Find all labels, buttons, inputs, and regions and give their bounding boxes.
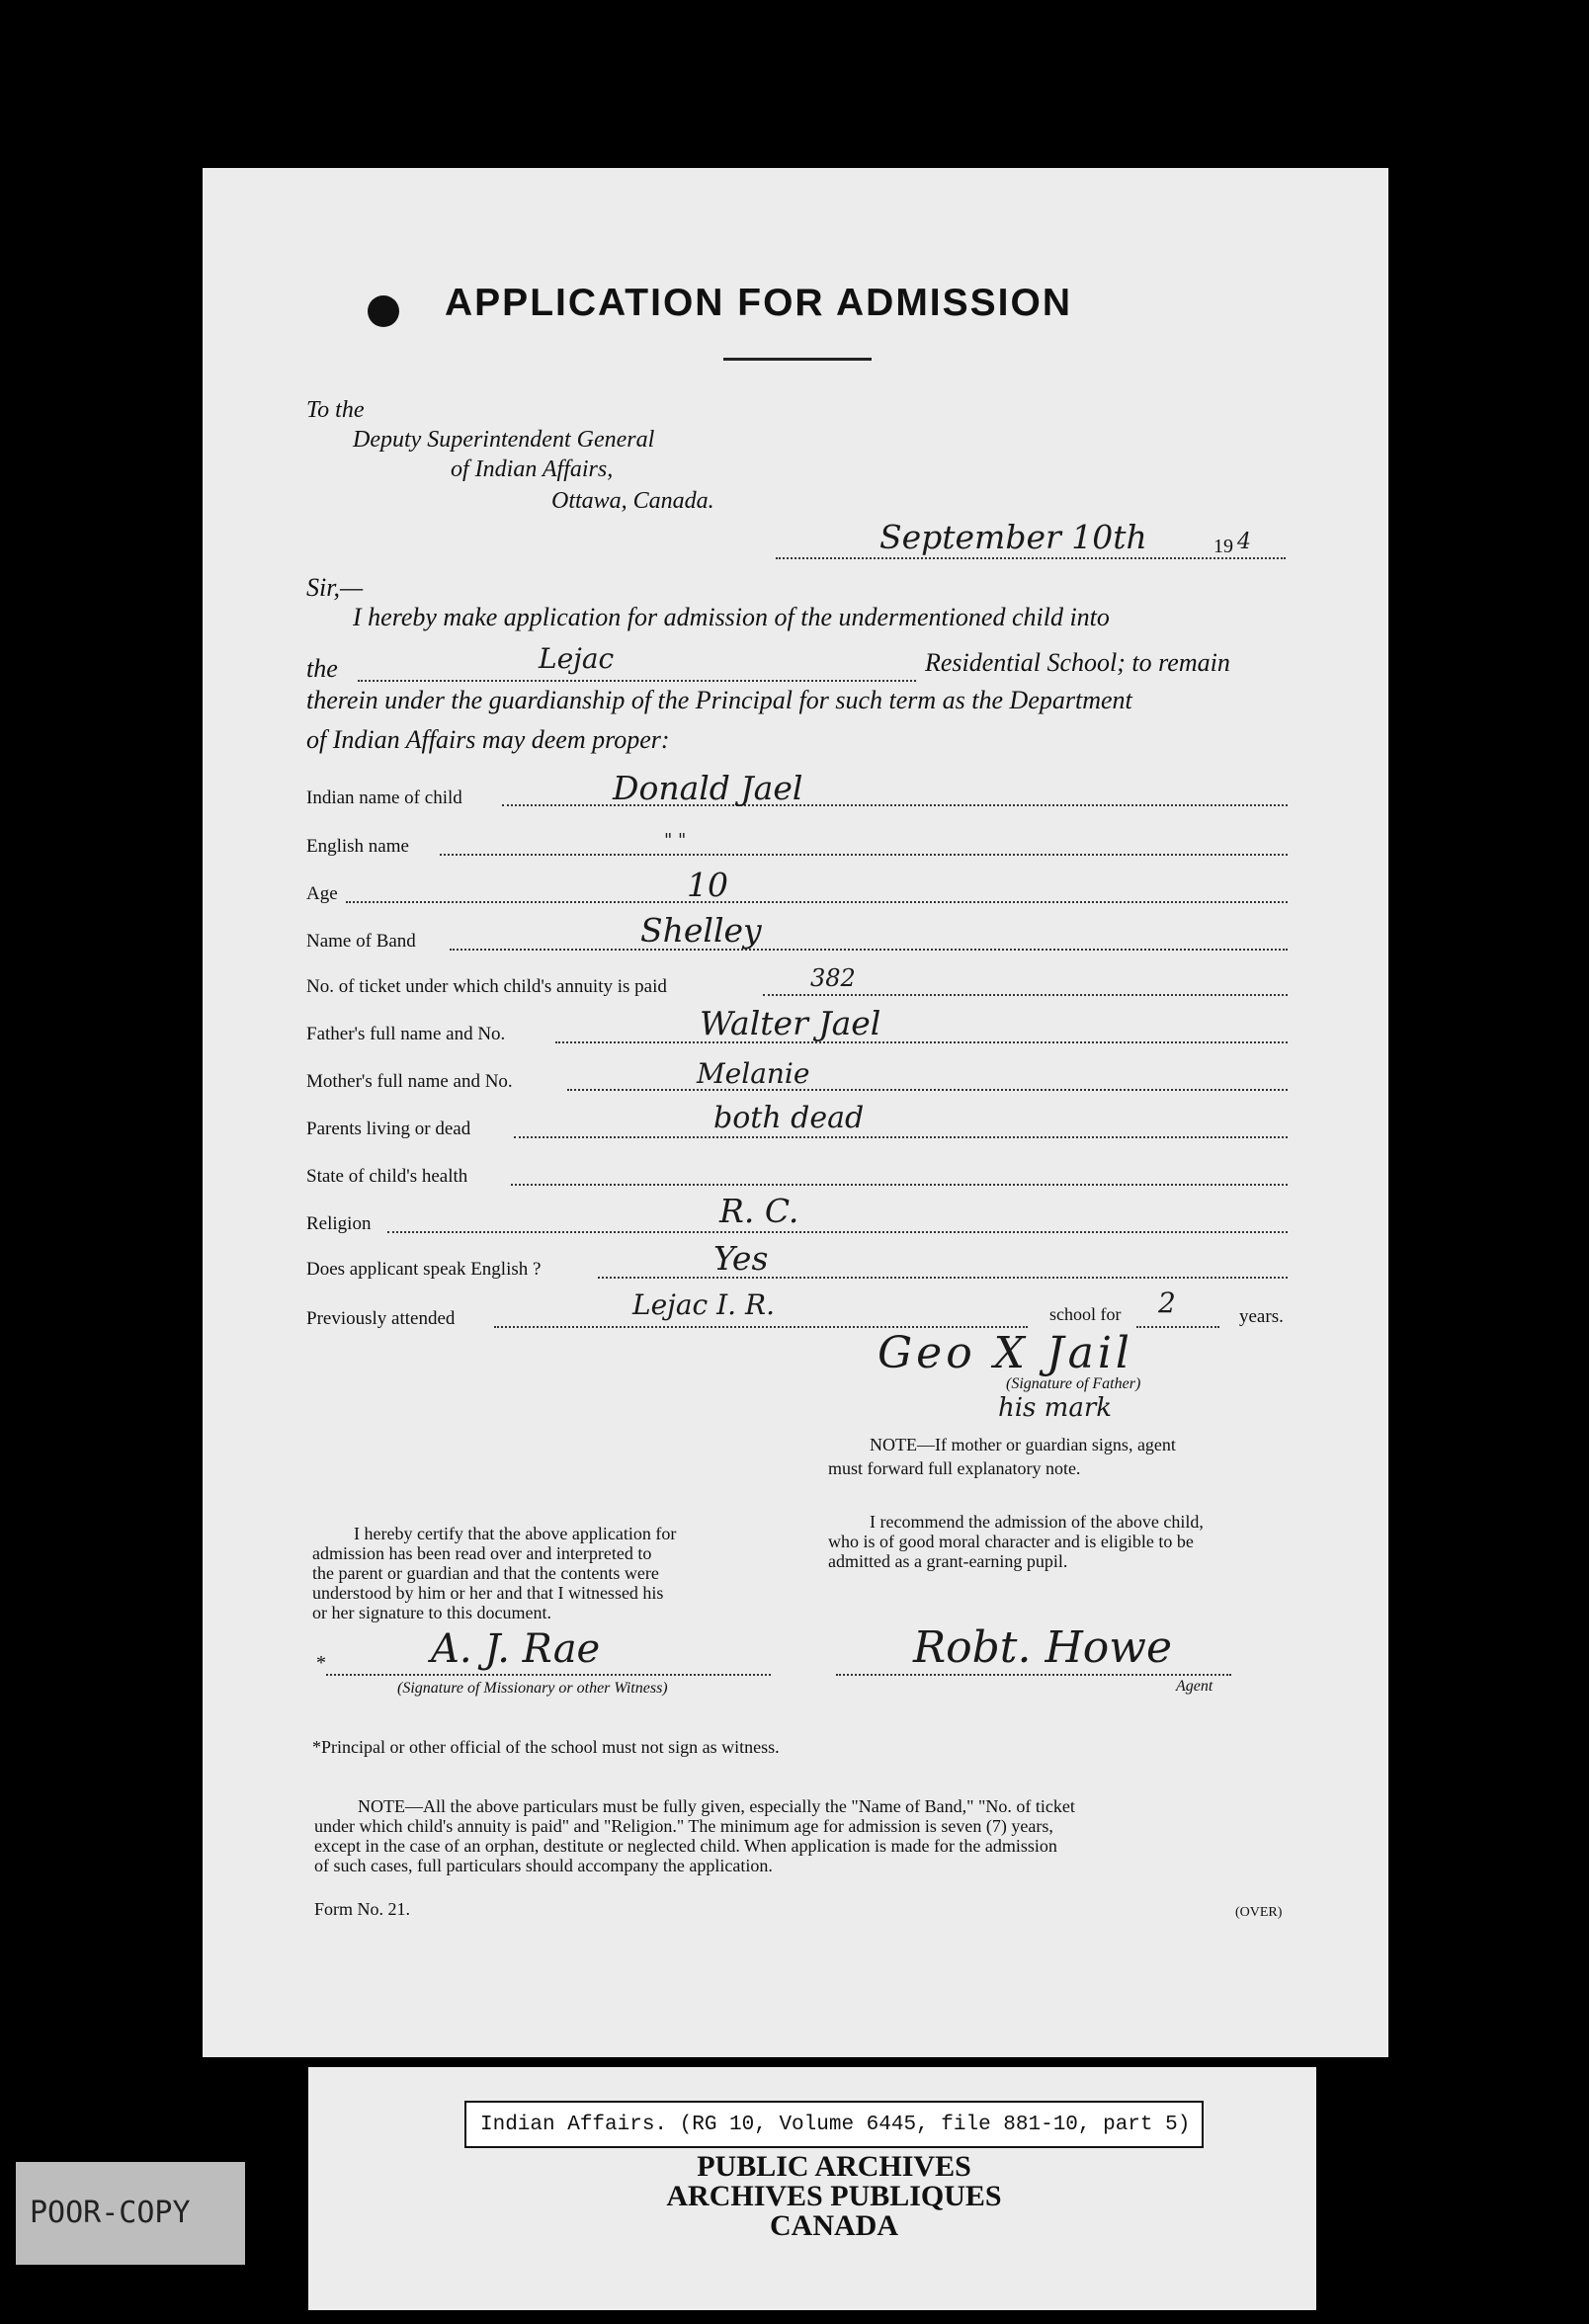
previously-value: Lejac I. R. xyxy=(632,1288,775,1321)
field-label: Parents living or dead xyxy=(306,1119,471,1139)
over-label: (OVER) xyxy=(1235,1905,1283,1920)
field-label: Religion xyxy=(306,1213,372,1234)
school-for-label: school for xyxy=(1049,1304,1122,1324)
guardian-note: NOTE—If mother or guardian signs, agent xyxy=(870,1435,1176,1454)
intro-the: the xyxy=(306,654,338,683)
addressee-line: Deputy Superintendent General xyxy=(353,427,655,453)
date-line xyxy=(776,557,1286,559)
intro-line: Residential School; to remain xyxy=(925,648,1230,677)
certify-text: or her signature to this document. xyxy=(312,1603,551,1622)
agent-line xyxy=(836,1674,1231,1676)
final-note: NOTE—All the above particulars must be fully given, especially the "Name of Band," "No. of ticket xyxy=(358,1796,1075,1816)
recommend-text: who is of good moral character and is eligible to be xyxy=(828,1532,1194,1551)
field-label: Name of Band xyxy=(306,931,416,952)
field-value: " " xyxy=(664,830,687,851)
certify-text: admission has been read over and interpreted to xyxy=(312,1543,652,1563)
archive-line: PUBLIC ARCHIVES xyxy=(697,2150,971,2183)
witness-caption: (Signature of Missionary or other Witness) xyxy=(397,1680,668,1697)
recommend-text: I recommend the admission of the above child, xyxy=(870,1512,1204,1532)
intro-line: I hereby make application for admission of the undermentioned child into xyxy=(353,603,1110,631)
agent-caption: Agent xyxy=(1176,1678,1213,1695)
witness-signature: A. J. Rae xyxy=(431,1626,601,1672)
school-handwritten: Lejac xyxy=(539,642,615,675)
field-value: R. C. xyxy=(719,1192,799,1230)
field-line xyxy=(450,949,1288,951)
father-signature: Geo X Jail xyxy=(878,1328,1133,1378)
intro-line: therein under the guardianship of the Principal for such term as the Department xyxy=(306,686,1132,714)
field-label: Does applicant speak English ? xyxy=(306,1259,542,1280)
field-value: Walter Jael xyxy=(700,1004,881,1042)
poor-copy-text: POOR-COPY xyxy=(30,2196,191,2230)
addressee-line: of Indian Affairs, xyxy=(451,456,614,482)
recommend-text: admitted as a grant-earning pupil. xyxy=(828,1551,1068,1571)
guardian-note: must forward full explanatory note. xyxy=(828,1458,1081,1478)
agent-signature: Robt. Howe xyxy=(913,1622,1173,1673)
field-value: 10 xyxy=(687,866,728,904)
certify-text: understood by him or her and that I witnessed his xyxy=(312,1583,664,1603)
field-value: both dead xyxy=(713,1101,865,1135)
salutation: Sir,— xyxy=(306,573,364,602)
archive-reference: Indian Affairs. (RG 10, Volume 6445, file 881-10, part 5) xyxy=(464,2101,1204,2148)
field-line xyxy=(511,1184,1288,1186)
field-value: Shelley xyxy=(640,911,762,950)
field-value: Donald Jael xyxy=(613,769,803,807)
final-note: of such cases, full particulars should accompany the application. xyxy=(314,1856,773,1875)
field-label: Father's full name and No. xyxy=(306,1024,506,1044)
school-line xyxy=(358,680,916,682)
intro-line: of Indian Affairs may deem proper: xyxy=(306,725,670,754)
witness-asterisk: * xyxy=(316,1652,326,1674)
father-signature-caption: (Signature of Father) xyxy=(1006,1375,1141,1392)
field-line xyxy=(763,994,1288,996)
title-rule xyxy=(723,358,872,361)
field-value: Melanie xyxy=(697,1057,810,1090)
witness-line xyxy=(326,1674,771,1676)
years-value: 2 xyxy=(1158,1286,1176,1319)
archive-line: CANADA xyxy=(770,2209,898,2242)
field-value: 382 xyxy=(810,964,856,992)
principal-note: *Principal or other official of the school must not sign as witness. xyxy=(312,1737,780,1757)
field-label: No. of ticket under which child's annuity is paid xyxy=(306,976,667,997)
field-line xyxy=(387,1231,1288,1233)
father-mark: his mark xyxy=(998,1393,1113,1423)
field-label: State of child's health xyxy=(306,1166,468,1187)
previously-label: Previously attended xyxy=(306,1308,456,1329)
field-label: English name xyxy=(306,836,409,857)
field-label: Age xyxy=(306,883,338,904)
form-title: APPLICATION FOR ADMISSION xyxy=(445,282,1072,324)
archive-names xyxy=(464,2152,1204,2241)
final-note: except in the case of an orphan, destitute or neglected child. When application is made for the admission xyxy=(314,1836,1057,1856)
final-note: under which child's annuity is paid" and "Religion." The minimum age for admission is seven (7) years, xyxy=(314,1816,1053,1836)
date-handwritten: September 10th xyxy=(879,518,1147,556)
field-value: Yes xyxy=(713,1239,769,1278)
field-line xyxy=(440,854,1288,856)
field-label: Indian name of child xyxy=(306,788,462,808)
addressee-line: Ottawa, Canada. xyxy=(551,488,714,514)
date-year-handwritten: 4 xyxy=(1237,530,1251,554)
date-year-printed: 19 xyxy=(1213,536,1233,557)
field-line xyxy=(555,1041,1288,1043)
field-line xyxy=(598,1277,1288,1279)
field-line xyxy=(514,1136,1288,1138)
archive-line: ARCHIVES PUBLIQUES xyxy=(666,2180,1002,2212)
bullet-mark xyxy=(368,295,399,327)
years-line xyxy=(1136,1326,1219,1328)
field-line xyxy=(346,901,1288,903)
addressee-line: To the xyxy=(306,397,365,423)
years-label: years. xyxy=(1239,1306,1284,1327)
certify-text: the parent or guardian and that the contents were xyxy=(312,1563,659,1583)
field-line xyxy=(567,1089,1288,1091)
field-label: Mother's full name and No. xyxy=(306,1071,513,1092)
certify-text: I hereby certify that the above application for xyxy=(354,1524,677,1543)
form-number: Form No. 21. xyxy=(314,1899,411,1919)
